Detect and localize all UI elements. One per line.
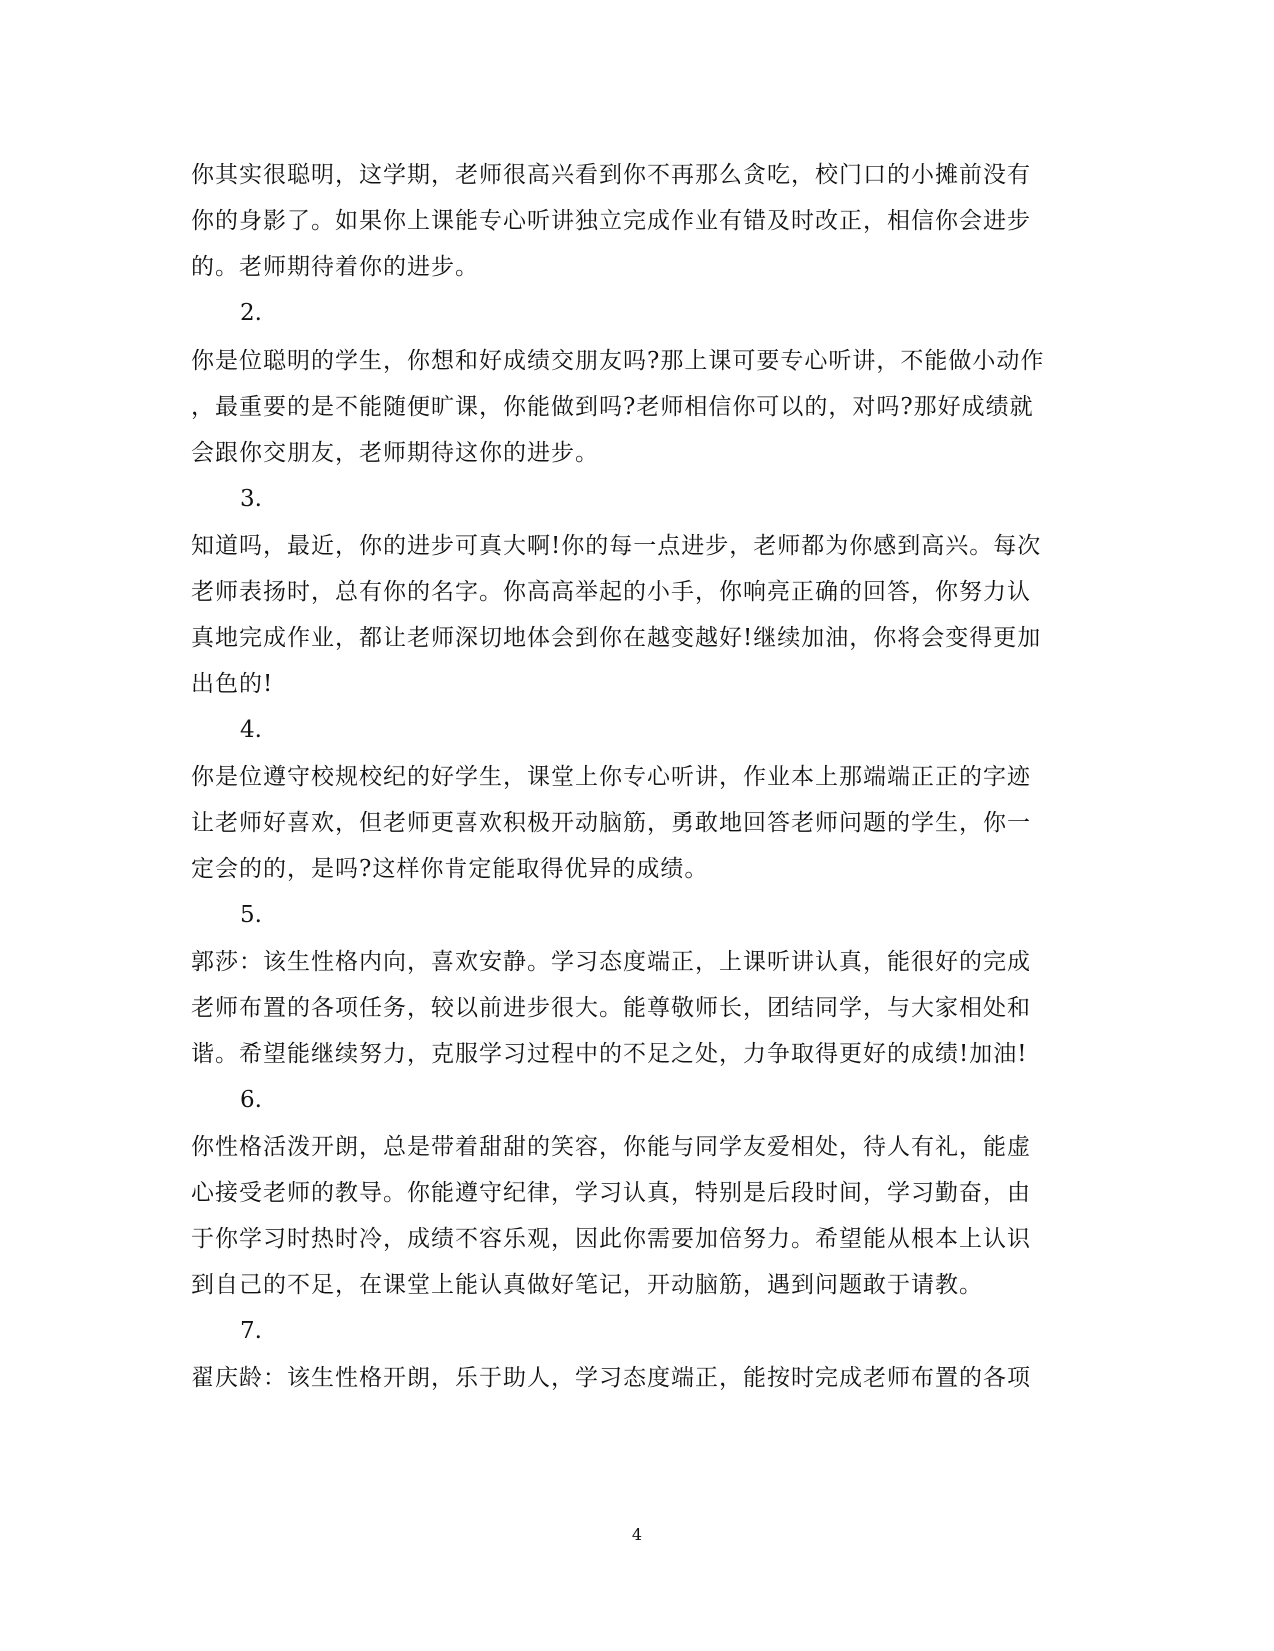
paragraph-line: 你性格活泼开朗，总是带着甜甜的笑容，你能与同学友爱相处，待人有礼，能虚 [191,1134,1031,1160]
item-number: 3. [240,486,262,512]
item-number: 7. [240,1318,262,1344]
paragraph-line: 的。老师期待着你的进步。 [191,254,479,280]
paragraph-line: ，最重要的是不能随便旷课，你能做到吗?老师相信你可以的，对吗?那好成绩就 [191,394,1034,420]
paragraph-line: 出色的! [191,671,274,697]
paragraph-line: 到自己的不足，在课堂上能认真做好笔记，开动脑筋，遇到问题敢于请教。 [191,1272,983,1298]
paragraph-line: 心接受老师的教导。你能遵守纪律，学习认真，特别是后段时间，学习勤奋，由 [191,1180,1031,1206]
paragraph-line: 你的身影了。如果你上课能专心听讲独立完成作业有错及时改正，相信你会进步 [191,208,1031,234]
item-number: 2. [240,300,262,326]
paragraph-line: 你是位遵守校规校纪的好学生，课堂上你专心听讲，作业本上那端端正正的字迹 [191,764,1031,790]
page-number: 4 [631,1525,643,1544]
paragraph-line: 谐。希望能继续努力，克服学习过程中的不足之处，力争取得更好的成绩!加油! [191,1041,1028,1067]
item-number: 5. [240,902,262,928]
paragraph-line: 于你学习时热时冷，成绩不容乐观，因此你需要加倍努力。希望能从根本上认识 [191,1226,1031,1252]
item-number: 4. [240,717,262,743]
paragraph-line: 真地完成作业，都让老师深切地体会到你在越变越好!继续加油，你将会变得更加 [191,625,1042,651]
paragraph-line: 让老师好喜欢，但老师更喜欢积极开动脑筋，勇敢地回答老师问题的学生，你一 [191,810,1031,836]
item-number: 6. [240,1087,262,1113]
paragraph-line: 老师表扬时，总有你的名字。你高高举起的小手，你响亮正确的回答，你努力认 [191,579,1031,605]
paragraph-line: 会跟你交朋友，老师期待这你的进步。 [191,440,599,466]
paragraph-line: 郭莎：该生性格内向，喜欢安静。学习态度端正，上课听讲认真，能很好的完成 [191,949,1031,975]
paragraph-line: 老师布置的各项任务，较以前进步很大。能尊敬师长，团结同学，与大家相处和 [191,995,1031,1021]
paragraph-line: 定会的的，是吗?这样你肯定能取得优异的成绩。 [191,856,709,882]
paragraph-line: 知道吗，最近，你的进步可真大啊!你的每一点进步，老师都为你感到高兴。每次 [191,533,1042,559]
paragraph-line: 你其实很聪明，这学期，老师很高兴看到你不再那么贪吃，校门口的小摊前没有 [191,162,1031,188]
paragraph-line: 翟庆龄：该生性格开朗，乐于助人，学习态度端正，能按时完成老师布置的各项 [191,1365,1031,1391]
paragraph-line: 你是位聪明的学生，你想和好成绩交朋友吗?那上课可要专心听讲，不能做小动作 [191,348,1045,374]
